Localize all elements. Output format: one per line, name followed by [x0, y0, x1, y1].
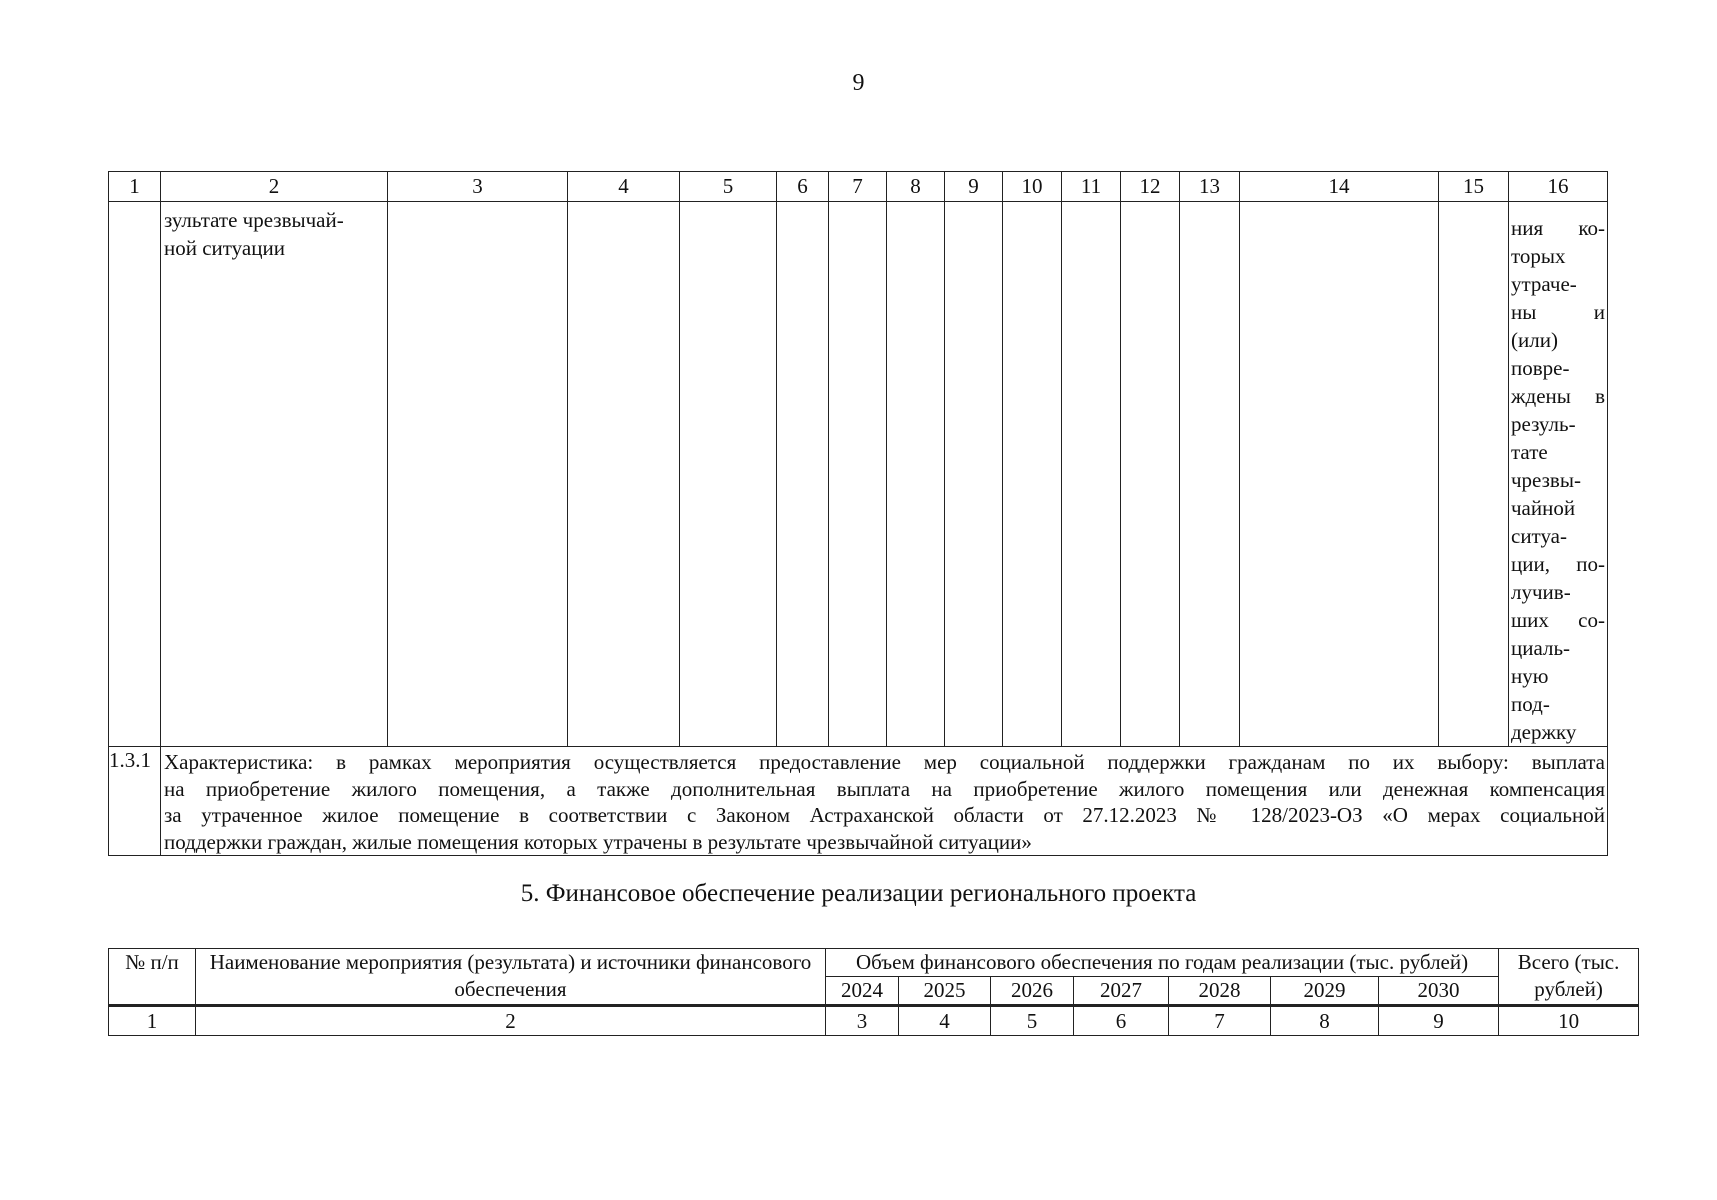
- table-cell: [945, 202, 1003, 747]
- column-header: 5: [680, 172, 777, 202]
- column-number: 4: [899, 1006, 991, 1036]
- column-number: 5: [991, 1006, 1074, 1036]
- text-line: ной ситуации: [164, 236, 285, 260]
- text-line: утраче-: [1511, 272, 1577, 296]
- column-number: 10: [1499, 1006, 1639, 1036]
- text-line: ших со-: [1511, 608, 1605, 632]
- table-cell: [568, 202, 680, 747]
- year-header: 2025: [899, 977, 991, 1006]
- text-line: лучив-: [1511, 580, 1571, 604]
- table-cell: [1121, 202, 1180, 747]
- text-line: за утраченное жилое помещение в соответствии с Законом Астраханской области от 27.12.2023 № 128/2023-ОЗ «О мерах социальной: [164, 803, 1605, 827]
- column-header: 11: [1062, 172, 1121, 202]
- year-header: 2024: [826, 977, 899, 1006]
- column-header: 3: [388, 172, 568, 202]
- column-number: 9: [1379, 1006, 1499, 1036]
- text-line: чайной: [1511, 496, 1576, 520]
- header-row: [109, 949, 1639, 977]
- column-header: 6: [777, 172, 829, 202]
- cell-text: [161, 202, 387, 262]
- table-cell: [829, 202, 887, 747]
- text-line: тате: [1511, 440, 1548, 464]
- table-cell: [1003, 202, 1062, 747]
- column-header: 7: [829, 172, 887, 202]
- year-header: 2026: [991, 977, 1074, 1006]
- text-line: ции, по-: [1511, 552, 1605, 576]
- text-line: резуль-: [1511, 412, 1576, 436]
- table-cell: [777, 202, 829, 747]
- col-name-header: Наименование мероприятия (результата) и источники финансового обеспечения: [196, 949, 826, 1006]
- col-volume-header: Объем финансового обеспечения по годам реализации (тыс. рублей): [826, 949, 1499, 977]
- text-line: ния ко-: [1511, 216, 1605, 240]
- table-cell: [1509, 202, 1608, 747]
- table-cell: [1062, 202, 1121, 747]
- text-line: циаль-: [1511, 636, 1571, 660]
- table-cell: [1439, 202, 1509, 747]
- text-line: поддержки граждан, жилые помещения которых утрачены в результате чрезвычайной ситуации»: [164, 829, 1032, 854]
- year-header: 2027: [1074, 977, 1169, 1006]
- column-header: 13: [1180, 172, 1240, 202]
- column-header: 14: [1240, 172, 1439, 202]
- table-row: [109, 202, 1608, 747]
- column-number: 3: [826, 1006, 899, 1036]
- column-header: 15: [1439, 172, 1509, 202]
- event-characteristic: [161, 747, 1608, 856]
- financing-table: [108, 948, 1639, 1036]
- text-line: ждены в: [1511, 384, 1605, 408]
- text-line: под-: [1511, 692, 1550, 716]
- table-cell: [388, 202, 568, 747]
- column-header: 9: [945, 172, 1003, 202]
- column-number: 6: [1074, 1006, 1169, 1036]
- text-line: (или): [1511, 328, 1558, 352]
- events-table: [108, 171, 1608, 856]
- column-number: 8: [1271, 1006, 1379, 1036]
- text-line: на приобретение жилого помещения, а также дополнительная выплата на приобретение жилого помещения или денежная компенсация: [164, 776, 1605, 801]
- year-header: 2029: [1271, 977, 1379, 1006]
- table-cell: [680, 202, 777, 747]
- text-line: Характеристика: в рамках мероприятия осуществляется предоставление мер социальной поддержки гражданам по их выбору: выплата: [164, 750, 1605, 774]
- text-line: повре-: [1511, 356, 1570, 380]
- text-line: ситуа-: [1511, 524, 1567, 548]
- cell-text: [1509, 202, 1607, 746]
- column-number-row: [109, 1006, 1639, 1036]
- column-number: 2: [196, 1006, 826, 1036]
- table-cell: [887, 202, 945, 747]
- text-line: зультате чрезвычай-: [164, 208, 344, 232]
- text-line: держку: [1511, 720, 1577, 744]
- column-number-row: [109, 172, 1608, 202]
- col-total-header: Всего (тыс. рублей): [1499, 949, 1639, 1006]
- table-cell: [109, 202, 161, 747]
- column-header: 12: [1121, 172, 1180, 202]
- text-line: чрезвы-: [1511, 468, 1581, 492]
- column-number: 1: [109, 1006, 196, 1036]
- text-line: ную: [1511, 664, 1549, 688]
- page-number: 9: [852, 70, 865, 96]
- column-number: 7: [1169, 1006, 1271, 1036]
- year-header: 2028: [1169, 977, 1271, 1006]
- text-line: торых: [1511, 244, 1566, 268]
- year-header: 2030: [1379, 977, 1499, 1006]
- column-header: 1: [109, 172, 161, 202]
- column-header: 2: [161, 172, 388, 202]
- column-header: 10: [1003, 172, 1062, 202]
- col-num-header: № п/п: [109, 949, 196, 1006]
- row-number: 1.3.1: [109, 747, 161, 856]
- table-cell: [161, 202, 388, 747]
- table-cell: [1240, 202, 1439, 747]
- column-header: 16: [1509, 172, 1608, 202]
- table-cell: [1180, 202, 1240, 747]
- table-row: [109, 747, 1608, 856]
- column-header: 4: [568, 172, 680, 202]
- section-title: 5. Финансовое обеспечение реализации регионального проекта: [520, 880, 1197, 907]
- column-header: 8: [887, 172, 945, 202]
- text-line: ны и: [1511, 300, 1605, 324]
